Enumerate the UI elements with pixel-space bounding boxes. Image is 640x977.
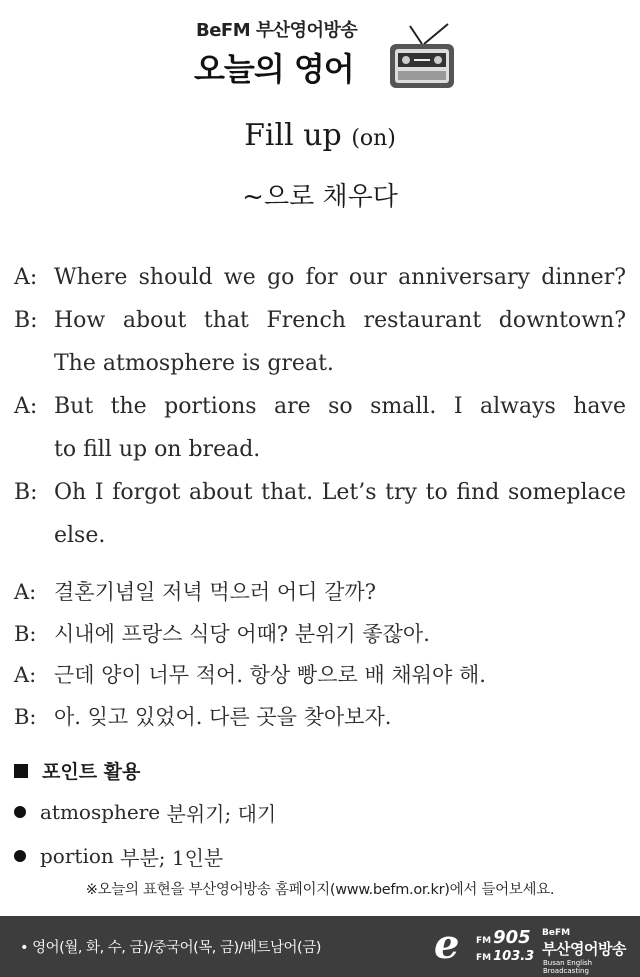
radio-icon: [386, 22, 458, 94]
dialogue-text: 근데 양이 너무 적어. 항상 빵으로 배 채워야 해.: [54, 663, 486, 687]
dialogue-line: [14, 697, 626, 739]
expression-title: [0, 118, 640, 153]
list-item: [14, 790, 276, 834]
vocab-meaning: 부분; 1인분: [120, 845, 224, 870]
dialogue-text: to fill up on bread.: [54, 437, 261, 462]
header: [0, 10, 640, 90]
dialogue-line: [14, 299, 626, 342]
vocabulary-list: [14, 790, 276, 878]
vocab-meaning: 분위기; 대기: [166, 801, 277, 826]
speaker-label: B:: [14, 480, 38, 505]
dialogue-text: The atmosphere is great.: [54, 351, 334, 376]
logo-name: 부산영어방송: [542, 940, 626, 958]
square-bullet-icon: [14, 764, 28, 778]
dialogue-text: 결혼기념일 저녁 먹으러 어디 갈까?: [54, 580, 376, 604]
broadcast-schedule: • 영어(월, 화, 수, 금)/중국어(목, 금)/베트남어(금): [20, 940, 321, 956]
speaker-label: A:: [14, 663, 37, 687]
dialogue-line: [14, 256, 626, 299]
dialogue-text: Where should we go for our anniversary dinner?: [54, 265, 626, 290]
speaker-label: B:: [14, 704, 37, 729]
logo-brand: BeFM: [542, 928, 571, 938]
dialogue-line: [14, 572, 626, 614]
speaker-label: A:: [14, 394, 38, 419]
dialogue-text: But the portions are so small. I always have: [54, 394, 626, 419]
expression-preposition: (on): [351, 126, 396, 151]
dialogue-line: [14, 342, 626, 385]
logo-frequency-main: FM 905: [476, 927, 531, 948]
dialogue-text: else.: [54, 523, 106, 548]
bullet-icon: [14, 806, 26, 818]
expression-phrase: Fill up: [244, 118, 342, 153]
dialogue-korean: [14, 572, 626, 738]
dialogue-text: How about that French restaurant downtown?: [54, 308, 626, 333]
speaker-label: B:: [14, 621, 37, 646]
dialogue-line: [14, 514, 626, 557]
speaker-label: B:: [14, 308, 38, 333]
vocab-word: atmosphere: [40, 800, 161, 824]
dialogue-line: [14, 614, 626, 656]
footer-bar: [0, 916, 640, 977]
website-note: ※오늘의 표현을 부산영어방송 홈페이지(www.befm.or.kr)에서 들어보세요.: [85, 882, 555, 898]
logo-frequency-sub: FM 103.3: [476, 949, 535, 964]
dialogue-line: [14, 428, 626, 471]
expression-meaning: ~으로 채우다: [242, 182, 398, 212]
vocab-word: portion: [40, 844, 114, 868]
logo-letter: e: [434, 921, 460, 968]
points-heading-text: 포인트 활용: [42, 761, 141, 783]
speaker-label: A:: [14, 265, 38, 290]
brand-label: BeFM 부산영어방송: [196, 20, 358, 41]
list-item: [14, 834, 276, 878]
dialogue-text: Oh I forgot about that. Let’s try to find someplace: [54, 480, 626, 505]
dialogue-text: 아. 잊고 있었어. 다른 곳을 찾아보자.: [54, 704, 392, 729]
bullet-icon: [14, 850, 26, 862]
points-heading: [14, 757, 140, 784]
dialogue-line: [14, 385, 626, 428]
dialogue-english: [14, 256, 626, 557]
dialogue-line: [14, 471, 626, 514]
speaker-label: A:: [14, 580, 37, 604]
logo-subtitle: Busan English Broadcasting: [543, 959, 593, 975]
dialogue-line: [14, 655, 626, 697]
show-title: 오늘의 영어: [194, 50, 354, 88]
station-logo: [428, 923, 638, 973]
dialogue-text: 시내에 프랑스 식당 어때? 분위기 좋잖아.: [54, 621, 430, 646]
